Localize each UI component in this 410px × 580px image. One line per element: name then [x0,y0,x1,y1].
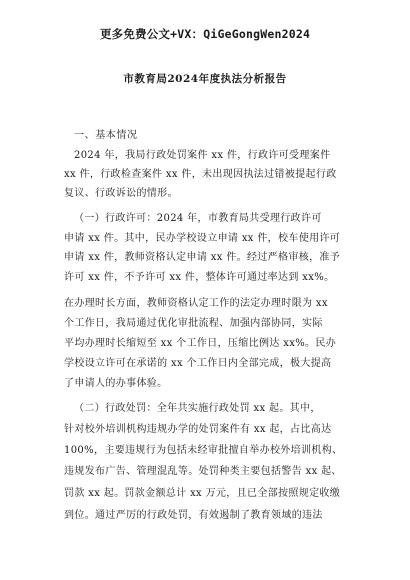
paragraph-line: 在办理时长方面，教师资格认定工作的法定办理时限为 xx [64,298,328,309]
paragraph-line: 平均办理时长缩短至 xx 个工作日，压缩比例达 xx%。民办 [64,338,337,349]
paragraph-line: 违规发布广告、管理混乱等。处罚种类主要包括警告 xx 起、 [64,466,342,477]
paragraph-line: 针对校外培训机构违规办学的处罚案件有 xx 起，占比高达 [64,424,332,435]
paragraph-line: 许可 xx 件，不予许可 xx 件，整体许可通过率达到 xx%。 [64,272,335,283]
paragraph-line: 2024 年，我局行政处罚案件 xx 件，行政许可受理案件 [74,150,331,161]
paragraph-line: （二）行政处罚：全年共实施行政处罚 xx 起。其中， [74,403,321,414]
paragraph-line: 100%，主要违规行为包括未经审批擅自举办校外培训机构、 [64,445,343,456]
watermark-header: 更多免费公文+VX：QiGeGongWen2024 [99,27,311,41]
paragraph-line: 申请 xx 件，教师资格认定申请 xx 件。经过严格审核，准予 [64,252,341,263]
paragraph-line: 复议、行政诉讼的情形。 [64,188,178,199]
paragraph-line: 到位。通过严厉的行政处罚，有效遏制了教育领域的违法 [64,510,323,521]
paragraph-line: 了申请人的办事体验。 [64,378,168,389]
section-heading-basic: 一、基本情况 [74,130,138,141]
paragraph-line: xx 件，行政检查案件 xx 件，未出现因执法过错被提起行政 [64,169,337,180]
paragraph-line: 申请 xx 件。其中，民办学校设立申请 xx 件，校车使用许可 [64,233,341,244]
paragraph-line: 学校设立许可在承诺的 xx 个工作日内全部完成，极大提高 [64,358,332,369]
paragraph-line: 罚款 xx 起。罚款金额总计 xx 万元，且已全部按照规定收缴 [64,488,341,499]
paragraph-line: 个工作日，我局通过优化审批流程、加强内部协同，实际 [64,318,323,329]
document-title: 市教育局2024年度执法分析报告 [123,73,287,85]
paragraph-line: （一）行政许可：2024 年，市教育局共受理行政许可 [74,213,322,224]
